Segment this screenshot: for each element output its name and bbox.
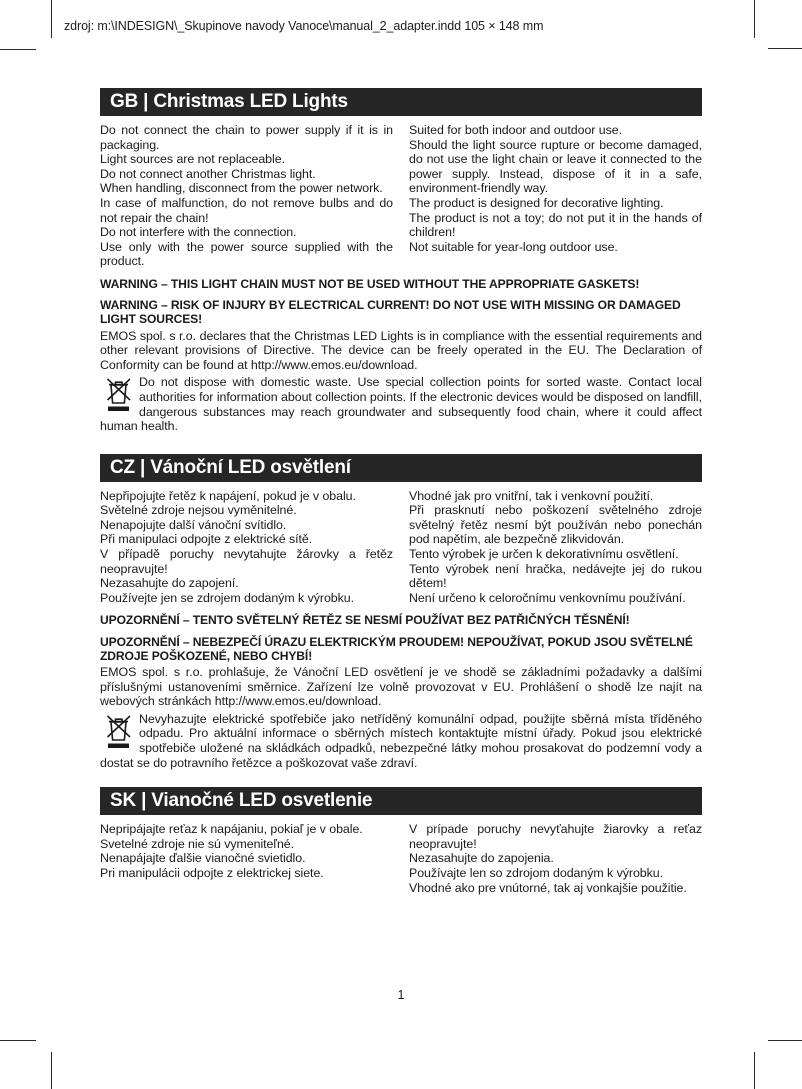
sk-instruction-line: Svetelné zdroje nie sú vymeniteľné. <box>100 836 295 851</box>
section-header-sk: SK | Vianočné LED osvetlenie <box>100 787 702 815</box>
crop-mark-bottom-left-vertical <box>51 1052 52 1089</box>
sk-left-column <box>100 822 393 895</box>
section-spacer <box>100 770 702 787</box>
source-path-label: zdroj: m:\INDESIGN\_Skupinove navody Vanoce\manual_2_adapter.indd 105 × 148 mm <box>64 19 544 33</box>
cz-two-column-body <box>100 489 702 606</box>
gb-instruction-line: When handling, disconnect from the power network. <box>100 181 383 196</box>
gb-left-column <box>100 123 393 269</box>
sk-instruction-line: Používajte len so zdrojom dodaným k výrobku. <box>409 866 663 880</box>
sk-instruction-line: V prípade poruchy nevyťahujte žiarovky a reťaz neopravujte! <box>409 822 702 851</box>
gb-warning-electrical: WARNING – RISK OF INJURY BY ELECTRICAL CURRENT! DO NOT USE WITH MISSING OR DAMAGED LIGHT SOURCES! <box>100 298 681 327</box>
gb-instruction-line: Not suitable for year-long outdoor use. <box>409 239 618 254</box>
page-number: 1 <box>397 988 405 1002</box>
crop-mark-top-right-horizontal <box>768 48 802 49</box>
crop-mark-bottom-right-horizontal <box>768 1040 802 1041</box>
cz-warning-seals: UPOZORNĚNÍ – TENTO SVĚTELNÝ ŘETĚZ SE NESMÍ POUŽÍVAT BEZ PATŘIČNÝCH TĚSNĚNÍ! <box>100 613 630 628</box>
sk-instruction-line: Nenapájajte ďalšie vianočné svietidlo. <box>100 851 306 866</box>
section-header-cz: CZ | Vánoční LED osvětlení <box>100 454 702 482</box>
crop-mark-top-left-horizontal <box>0 49 36 50</box>
gb-weee-text: Do not dispose with domestic waste. Use special collection points for sorted waste. Contact local authorities for information about collection points. If the electronic devices would be disposed on landfill, dangerous substances may reach groundwater and subsequently food chain, where it could affect human health. <box>100 375 702 434</box>
crossed-out-wheelie-bin-icon <box>104 713 134 753</box>
crop-mark-bottom-left-horizontal <box>0 1040 36 1041</box>
cz-right-column <box>409 489 702 606</box>
cz-instruction-line: Nezasahujte do zapojení. <box>100 576 239 591</box>
gb-instruction-line: Suited for both indoor and outdoor use. <box>409 123 622 137</box>
section-spacer <box>100 434 702 454</box>
gb-instruction-line: Do not connect the chain to power supply if it is in packaging. <box>100 123 393 152</box>
gb-instruction-line: Do not connect another Christmas light. <box>100 166 316 181</box>
cz-instruction-line: Při prasknutí nebo poškození světelného zdroje světelný řetěz nesmí být používán nebo ponechán pod napětím, ale bezpečně zlikvidován. <box>409 503 702 547</box>
crossed-out-wheelie-bin-icon <box>104 376 134 416</box>
manual-page-content <box>100 88 702 895</box>
sk-instruction-line: Pri manipulácii odpojte z elektrickej siete. <box>100 866 324 880</box>
gb-instruction-line: The product is designed for decorative lighting. <box>409 195 664 210</box>
sk-instruction-line: Nezasahujte do zapojenia. <box>409 851 554 866</box>
gb-instruction-line: Do not interfere with the connection. <box>100 225 297 240</box>
sk-instruction-line: Vhodné ako pre vnútorné, tak aj vonkajšie použitie. <box>409 880 687 895</box>
gb-two-column-body <box>100 123 702 269</box>
crop-mark-bottom-right-vertical <box>754 1052 755 1089</box>
sk-right-column <box>409 822 702 895</box>
crop-mark-top-left-vertical <box>51 0 52 38</box>
gb-instruction-line: The product is not a toy; do not put it in the hands of children! <box>409 210 702 240</box>
cz-instruction-line: Při manipulaci odpojte z elektrické sítě. <box>100 532 313 547</box>
section-header-gb: GB | Christmas LED Lights <box>100 88 702 116</box>
cz-instruction-line: V případě poruchy nevytahujte žárovky a řetěz neopravujte! <box>100 547 393 576</box>
gb-weee-disposal-block <box>100 375 702 433</box>
sk-two-column-body <box>100 822 702 895</box>
gb-warning-gaskets: WARNING – THIS LIGHT CHAIN MUST NOT BE USED WITHOUT THE APPROPRIATE GASKETS! <box>100 276 640 291</box>
cz-instruction-line: Světelné zdroje nejsou vyměnitelné. <box>100 503 297 518</box>
crop-mark-top-right-vertical <box>754 0 755 38</box>
section-cz <box>100 454 702 771</box>
cz-warning-electrical: UPOZORNĚNÍ – NEBEZPEČÍ ÚRAZU ELEKTRICKÝM PROUDEM! NEPOUŽÍVAT, POKUD JSOU SVĚTELNÉ ZDROJE POŠKOZENÉ, NEBO CHYBÍ! <box>100 634 693 663</box>
cz-instruction-line: Není určeno k celoročnímu venkovnímu používání. <box>409 590 686 605</box>
sk-instruction-line: Nepripájajte reťaz k napájaniu, pokiaľ je v obale. <box>100 822 363 837</box>
cz-left-column <box>100 489 393 606</box>
gb-right-column <box>409 123 702 269</box>
cz-instruction-line: Nenapojujte další vánoční svítidlo. <box>100 517 287 532</box>
cz-instruction-line: Tento výrobek není hračka, nedávejte jej do rukou dětem! <box>409 561 702 591</box>
cz-declaration-of-conformity: EMOS spol. s r.o. prohlašuje, že Vánoční LED osvětlení je ve shodě se základními požadavky a dalšími příslušnými ustanoveními směrnice. Zařízení lze volně provozovat v EU. Prohlášení o shodě lze najít na webových stránkách http://www.emos.eu/download. <box>100 665 702 709</box>
cz-weee-text: Nevyhazujte elektrické spotřebiče jako netříděný komunální odpad, použijte sběrná místa tříděného odpadu. Pro aktuální informace o sběrných místech kontaktujte místní úřady. Pokud jsou elektrické spotřebiče uložené na skládkách odpadků, nebezpečné látky mohou prosakovat do podzemní vody a dostat se do potravního řetězce a poškozovat vaše zdraví. <box>100 711 702 770</box>
cz-instruction-line: Nepřipojujte řetěz k napájení, pokud je v obalu. <box>100 488 356 503</box>
cz-instruction-line: Používejte jen se zdrojem dodaným k výrobku. <box>100 590 354 605</box>
section-gb <box>100 88 702 434</box>
gb-declaration-of-conformity: EMOS spol. s r.o. declares that the Christmas LED Lights is in compliance with the essential requirements and other relevant provisions of Directive. The device can be freely operated in the EU. The Declaration of Conformity can be found at http://www.emos.eu/download. <box>100 328 702 372</box>
gb-instruction-line: Use only with the power source supplied with the product. <box>100 239 393 269</box>
gb-instruction-line: Should the light source rupture or become damaged, do not use the light chain or leave it connected to the power supply. Instead, dispose of it in a safe, environment-friendly way. <box>409 137 702 196</box>
cz-weee-disposal-block <box>100 712 702 770</box>
cz-instruction-line: Vhodné jak pro vnitřní, tak i venkovní použití. <box>409 488 654 503</box>
section-sk <box>100 787 702 895</box>
gb-instruction-line: Light sources are not replaceable. <box>100 152 285 167</box>
gb-instruction-line: In case of malfunction, do not remove bulbs and do not repair the chain! <box>100 195 393 225</box>
cz-instruction-line: Tento výrobek je určen k dekorativnímu osvětlení. <box>409 547 679 562</box>
